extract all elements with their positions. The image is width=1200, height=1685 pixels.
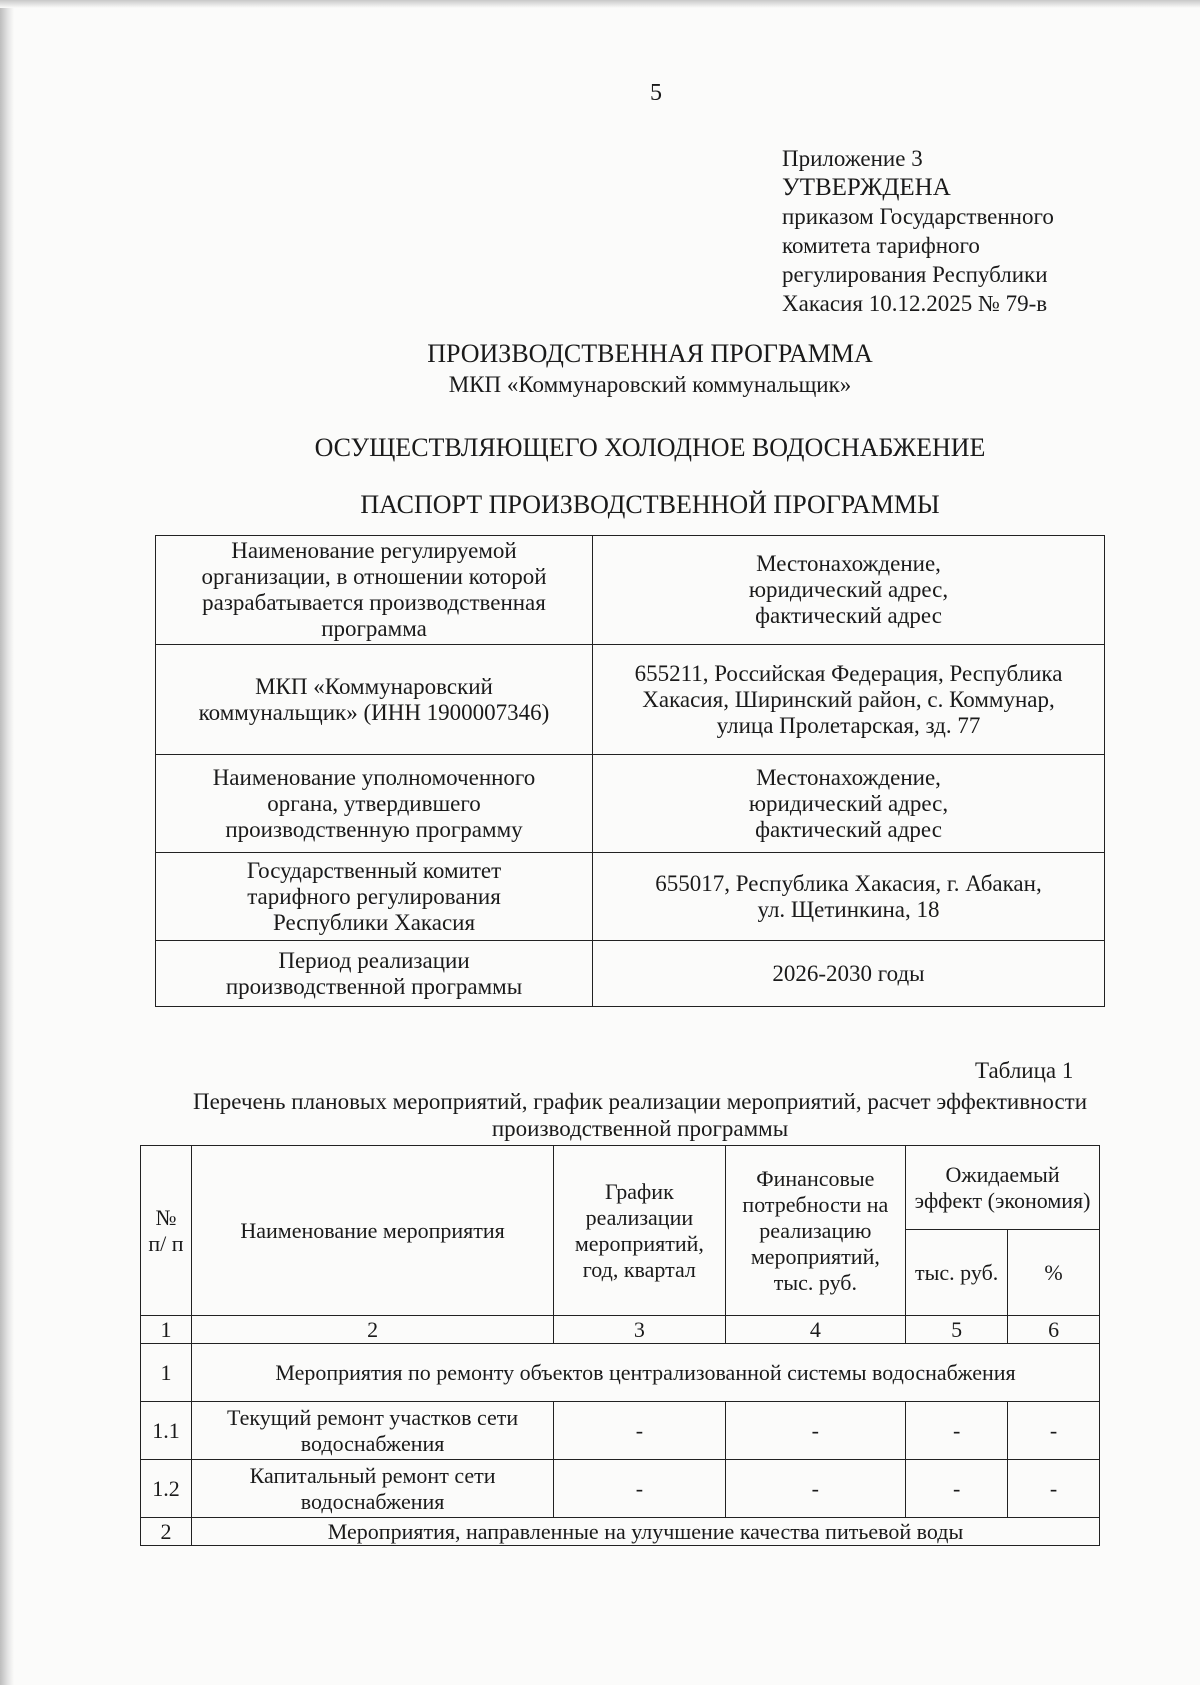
program-heading: ОСУЩЕСТВЛЯЮЩЕГО ХОЛОДНОЕ ВОДОСНАБЖЕНИЕ [314,433,986,462]
passport-cell: 655211, Российская Федерация, Республика Хакасия, Ширинский район, с. Коммунар, улица Пролетарская, зд. 77 [593,645,1105,755]
row-name: Текущий ремонт участков сети водоснабжения [192,1402,554,1460]
header-schedule: График реализации мероприятий, год, квартал [554,1146,725,1316]
row-num: 1.1 [141,1402,192,1460]
header-effect: Ожидаемый эффект (экономия) [906,1146,1100,1230]
column-number: 1 [141,1316,192,1344]
passport-row [156,941,1105,1007]
approved-label: УТВЕРЖДЕНА [782,174,951,201]
passport-cell: Государственный комитет тарифного регулирования Республики Хакасия [156,853,593,941]
column-number: 3 [554,1316,725,1344]
section-title: Мероприятия по ремонту объектов централизованной системы водоснабжения [192,1344,1100,1402]
appendix-label: Приложение 3 [782,146,923,171]
header-row [141,1146,1100,1230]
row-effect-pct: - [1008,1460,1100,1518]
row-effect-pct: - [1008,1402,1100,1460]
approval-line: регулирования Республики [782,262,1048,287]
column-number: 6 [1008,1316,1100,1344]
passport-cell: Местонахождение, юридический адрес, фактический адрес [593,536,1105,645]
row-name: Капитальный ремонт сети водоснабжения [192,1460,554,1518]
row-schedule: - [554,1460,725,1518]
passport-row [156,853,1105,941]
column-number: 5 [906,1316,1008,1344]
header-finance: Финансовые потребности на реализацию мероприятий, тыс. руб. [725,1146,906,1316]
passport-row [156,755,1105,853]
passport-row [156,645,1105,755]
passport-heading: ПАСПОРТ ПРОИЗВОДСТВЕННОЙ ПРОГРАММЫ [360,490,940,519]
row-finance: - [725,1460,906,1518]
approval-line: комитета тарифного [782,233,980,258]
header-effect-rub: тыс. руб. [906,1230,1008,1316]
program-organization: МКП «Коммунаровский коммунальщик» [448,372,852,397]
passport-cell: Наименование регулируемой организации, в отношении которой разрабатывается производственная программа [156,536,593,645]
passport-cell: 655017, Республика Хакасия, г. Абакан, ул. Щетинкина, 18 [593,853,1105,941]
section-title: Мероприятия, направленные на улучшение качества питьевой воды [192,1518,1100,1546]
row-num: 2 [141,1518,192,1546]
column-numbers-row [141,1316,1100,1344]
passport-cell: МКП «Коммунаровский коммунальщик» (ИНН 1900007346) [156,645,593,755]
program-title: ПРОИЗВОДСТВЕННАЯ ПРОГРАММА [427,339,873,368]
column-number: 2 [192,1316,554,1344]
scan-top-shadow [0,0,1200,8]
page-number: 5 [650,80,662,106]
section-row [141,1344,1100,1402]
header-effect-pct: % [1008,1230,1100,1316]
table-row [141,1402,1100,1460]
row-effect-rub: - [906,1460,1008,1518]
row-schedule: - [554,1402,725,1460]
approval-line: приказом Государственного [782,204,1054,229]
passport-cell: Период реализации производственной программы [156,941,593,1007]
scan-edge-shadow [0,0,14,1685]
passport-cell: 2026-2030 годы [593,941,1105,1007]
table-label: Таблица 1 [975,1058,1074,1083]
approval-line: Хакасия 10.12.2025 № 79-в [782,291,1048,316]
row-num: 1.2 [141,1460,192,1518]
row-effect-rub: - [906,1402,1008,1460]
table-row [141,1460,1100,1518]
row-finance: - [725,1402,906,1460]
passport-row [156,536,1105,645]
column-number: 4 [725,1316,906,1344]
approval-block [782,144,1054,318]
section-row [141,1518,1100,1546]
passport-table [155,535,1105,1007]
measures-table [140,1145,1100,1546]
passport-cell: Местонахождение, юридический адрес, фактический адрес [593,755,1105,853]
row-num: 1 [141,1344,192,1402]
table-title: Перечень плановых мероприятий, график реализации мероприятий, расчет эффективности производственной программы [192,1089,1088,1141]
header-num: № п/ п [141,1146,192,1316]
passport-cell: Наименование уполномоченного органа, утвердившего производственную программу [156,755,593,853]
header-name: Наименование мероприятия [192,1146,554,1316]
